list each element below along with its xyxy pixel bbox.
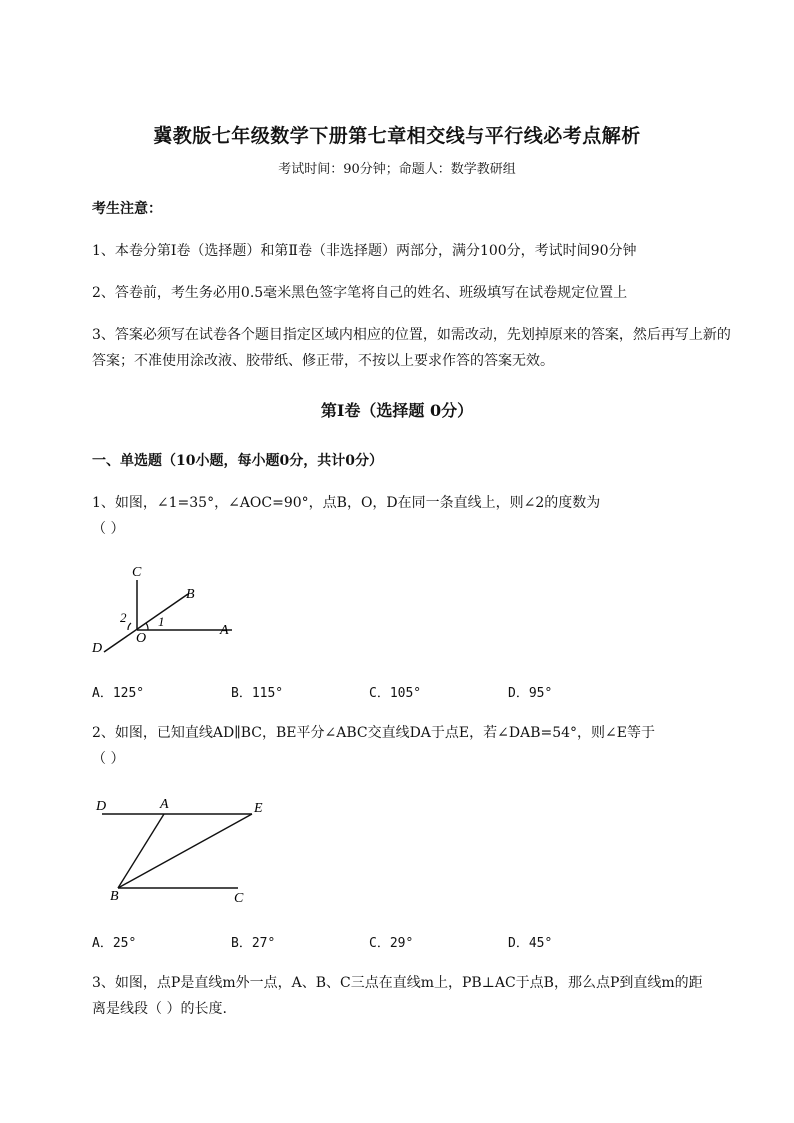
page-subtitle: 考试时间：90分钟；命题人：数学教研组 [278,162,516,177]
question-1-option-d[interactable]: D．95° [508,686,553,701]
notice-item-1: 1、本卷分第I卷（选择题）和第Ⅱ卷（非选择题）两部分，满分100分，考试时间90分钟 [92,243,637,259]
angle-1-arc [146,623,148,630]
question-2-blank: （ ） [92,751,125,767]
question-3-stem-line2: 离是线段（ ）的长度. [92,1001,227,1017]
label-d: D [96,799,107,814]
label-angle-2: 2 [120,610,127,625]
question-2-option-d[interactable]: D．45° [508,936,553,951]
question-1-option-a[interactable]: A．125° [92,686,145,701]
part-heading: 一、单选题（10小题，每小题0分，共计0分） [92,453,383,469]
notice-item-3: 3、答案必须写在试卷各个题目指定区域内相应的位置，如需改动，先划掉原来的答案，然后再写上新的答案；不准使用涂改液、胶带纸、修正带，不按以上要求作答的答案无效。 [92,327,731,369]
question-2-stem: 2、如图，已知直线AD∥BC，BE平分∠ABC交直线DA于点E，若∠DAB=54°，则∠E等于 [92,725,655,741]
label-b: B [110,889,119,904]
question-2-option-a[interactable]: A．25° [92,936,137,951]
section-title: 第I卷（选择题 0分） [320,401,474,420]
question-3-stem-line1: 3、如图，点P是直线m外一点，A、B、C三点在直线m上，PB⊥AC于点B，那么点P到直线m的距 [92,975,703,991]
question-2-option-b[interactable]: B．27° [231,936,276,951]
question-1-figure [86,560,246,660]
question-1-blank: （ ） [92,521,125,537]
question-2-option-c[interactable]: C．29° [369,936,414,951]
question-1-stem: 1、如图，∠1=35°，∠AOC=90°，点B，O，D在同一条直线上，则∠2的度数为 [92,495,601,511]
angle-2-arc [128,623,131,630]
label-c: C [132,565,142,580]
page-title: 冀教版七年级数学下册第七章相交线与平行线必考点解析 [153,125,641,147]
label-b: B [186,587,195,602]
label-a: A [220,623,229,638]
label-e: E [254,801,263,816]
question-1-option-b[interactable]: B．115° [231,686,284,701]
label-o: O [136,631,147,646]
label-c: C [234,891,244,906]
segment-be [118,814,252,888]
label-a: A [160,797,169,812]
label-d: D [92,641,103,656]
label-angle-1: 1 [158,614,165,629]
notice-item-2: 2、答卷前，考生务必用0.5毫米黑色签字笔将自己的姓名、班级填写在试卷规定位置上 [92,285,628,301]
notice-heading: 考生注意： [92,201,162,217]
segment-ab [118,814,164,888]
question-2-figure [90,792,280,912]
question-1-option-c[interactable]: C．105° [369,686,422,701]
